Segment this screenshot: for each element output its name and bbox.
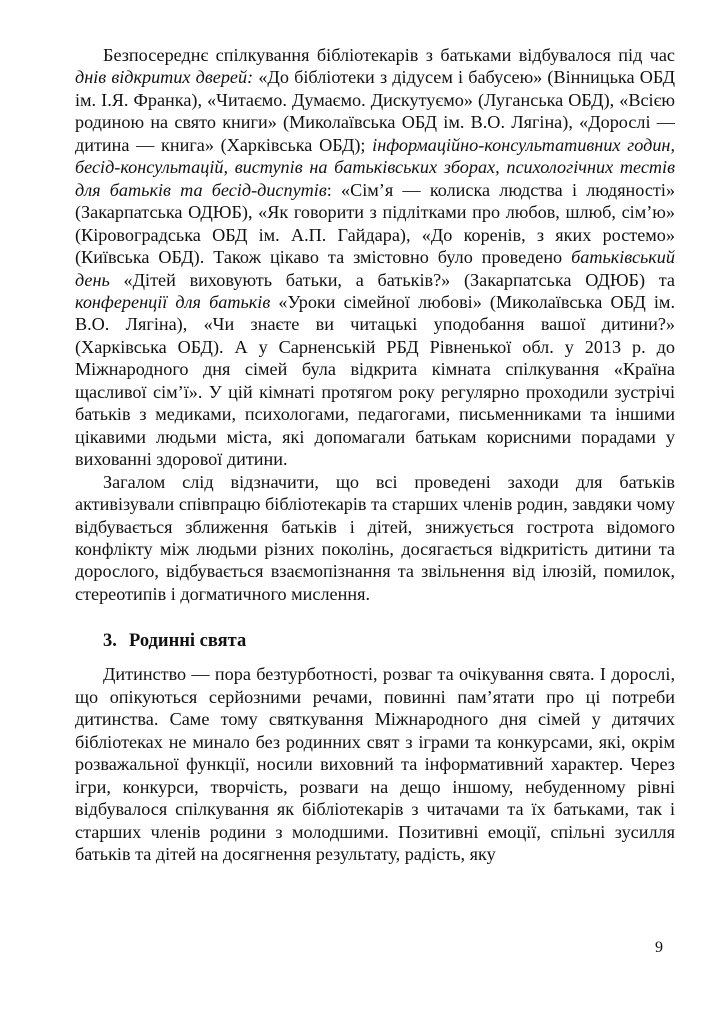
italic-term-open-days: днів відкритих дверей: — [75, 67, 254, 88]
text-segment: Безпосереднє спілкування бібліотекарів з батьками відбувалося під час — [103, 45, 675, 65]
italic-term-conferences: конференції для батьків — [75, 291, 271, 312]
section-title: Родинні свята — [129, 631, 247, 652]
section-heading — [75, 629, 675, 653]
italic-term-parents-day: батьківський день — [75, 247, 675, 290]
section-number: 3. — [103, 631, 117, 652]
italic-term-consultations: інформаційно-консультативних годин, бесід-консультацій, виступів на батьківських зборах, психологічних тестів для батьків та бесід-диспутів — [75, 134, 675, 200]
section-spacer — [75, 605, 675, 629]
page-number: 9 — [655, 939, 663, 956]
text-segment: «До бібліотеки з дідусем і бабусею» (Вінницька ОБД ім. І.Я. Франка), «Читаємо. Думаємо. Дискутуємо» (Луганська ОБД), «Всією родиною на свято книги» (Миколаївська ОБД ім. В.О. Лягіна), «Дорослі — дитина — книга» (Харківська ОБД); — [75, 67, 675, 155]
text-segment: «Уроки сімейної любові» (Миколаївська ОБД ім. В.О. Лягіна), «Чи знаєте ви читацькі уподобання вашої дитини?» (Харківська ОБД). А у Сарненській РБД Рівненької обл. у 2013 р. до Міжнародного дня сімей була відкрита кімната спілкування «Країна щасливої сім’ї». У цій кімнаті протягом року регулярно проходили зустрічі батьків з медиками, психологами, педагогами, письменниками та іншими цікавими людьми міста, які допомагали батькам корисними порадами у вихованні здорової дитини. — [75, 291, 675, 470]
paragraph-parent-communication — [75, 44, 675, 471]
text-segment: «Дітей виховують батьки, а батьків?» (Закарпатська ОДЮБ) та — [109, 269, 675, 290]
page-body — [75, 44, 675, 865]
text-segment: : «Сім’я — колиска людства і людяності» (Закарпатська ОДЮБ), «Як говорити з підлітками про любов, шлюб, сім’ю» (Кіровоградська ОБД ім. А.П. Гайдара), «До коренів, з яких ростемо» (Київська ОБД). Також цікаво та змістовно було проведено — [75, 179, 676, 268]
paragraph-family-holidays: Дитинство — пора безтурботності, розваг та очікування свята. І дорослі, що опікуються серйозними речами, повинні пам’ятати про ці потреби дитинства. Саме тому святкування Міжнародного дня сімей у дитячих бібліотеках не минало без родинних свят з іграми та конкурсами, які, окрім розважальної функції, носили виховний та інформативний характер. Через ігри, конкурси, творчість, розваги на дещо іншому, небуденному рівні відбувалося спілкування як бібліотекарів з читачами та їх батьками, так і старших членів родини з молодшими. Позитивні емоції, спільні зусилля батьків та дітей на досягнення результату, радість, яку — [75, 664, 675, 864]
paragraph-summary: Загалом слід відзначити, що всі проведені заходи для батьків активізували співпрацю бібліотекарів та старших членів родин, завдяки чому відбувається зближення батьків і дітей, знижується гострота відомого конфлікту між людьми різних поколінь, досягається відкритість дитини та дорослого, відбувається взаємопізнання та звільнення від ілюзій, помилок, стереотипів і догматичного мислення. — [75, 471, 675, 604]
